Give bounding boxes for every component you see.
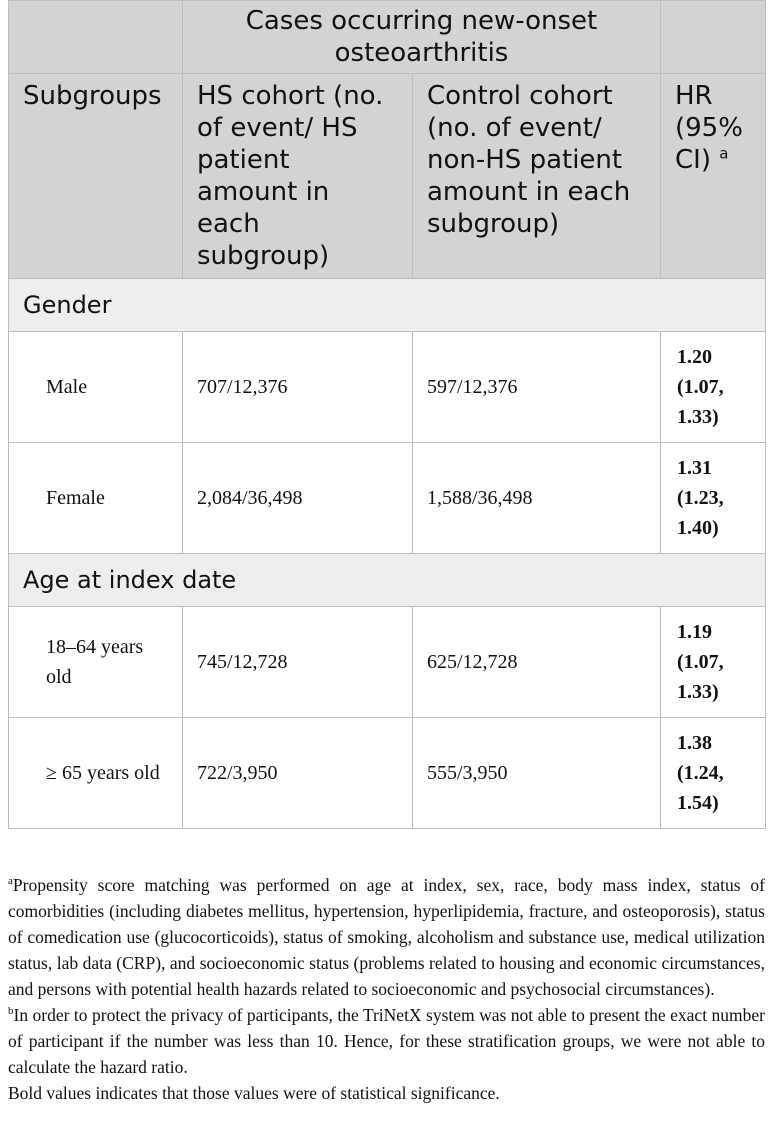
table-footnotes xyxy=(8,872,765,1106)
group-header: Cases occurring new-onset osteoarthritis xyxy=(183,1,661,74)
subgroup-label: 18–64 years old xyxy=(9,607,183,718)
hr-value: 1.31 (1.23, 1.40) xyxy=(661,443,766,554)
table-row xyxy=(9,718,766,829)
hr-value: 1.19 (1.07, 1.33) xyxy=(661,607,766,718)
footnote-b-text: In order to protect the privacy of participants, the TriNetX system was not able to present the exact number of participant if the number was less than 10. Hence, for these stratification groups, we were not able to calculate the hazard ratio. xyxy=(8,1005,765,1077)
subgroup-table xyxy=(8,0,766,829)
control-value: 1,588/36,498 xyxy=(413,443,661,554)
col-hs-header: HS cohort (no. of event/ HS patient amount in each subgroup) xyxy=(183,74,413,279)
section-title-gender: Gender xyxy=(9,279,766,332)
table-row xyxy=(9,332,766,443)
section-row xyxy=(9,554,766,607)
hs-value: 2,084/36,498 xyxy=(183,443,413,554)
bold-values-note: Bold values indicates that those values were of statistical significance. xyxy=(8,1083,500,1103)
col-hr-header xyxy=(661,74,766,279)
control-value: 597/12,376 xyxy=(413,332,661,443)
footnote-a-text: Propensity score matching was performed on age at index, sex, race, body mass index, status of comorbidities (including diabetes mellitus, hypertension, hyperlipidemia, fracture, and osteoporosis), status of comedication use (glucocorticoids), status of smoking, alcoholism and substance use, medical utilization status, lab data (CRP), and socioeconomic status (problems related to housing and economic circumstances, and persons with potential health hazards related to socioeconomic and psychosocial circumstances). xyxy=(8,875,765,999)
col-subgroups-header: Subgroups xyxy=(9,74,183,279)
subgroup-label: Male xyxy=(9,332,183,443)
section-row xyxy=(9,279,766,332)
header-row-2 xyxy=(9,74,766,279)
subgroup-label: ≥ 65 years old xyxy=(9,718,183,829)
header-row-1 xyxy=(9,1,766,74)
table-row xyxy=(9,607,766,718)
footnote-a-mark: a xyxy=(8,875,13,888)
header-empty-cell xyxy=(9,1,183,74)
footnote-b-mark: b xyxy=(8,1005,14,1018)
footnote-b xyxy=(8,1002,765,1080)
hs-value: 745/12,728 xyxy=(183,607,413,718)
subgroup-label: Female xyxy=(9,443,183,554)
hr-value: 1.38 (1.24, 1.54) xyxy=(661,718,766,829)
footnote-a xyxy=(8,872,765,1002)
results-table-container xyxy=(8,0,765,829)
section-title-age: Age at index date xyxy=(9,554,766,607)
hs-value: 722/3,950 xyxy=(183,718,413,829)
col-control-header: Control cohort (no. of event/ non-HS patient amount in each subgroup) xyxy=(413,74,661,279)
table-row xyxy=(9,443,766,554)
control-value: 555/3,950 xyxy=(413,718,661,829)
hs-value: 707/12,376 xyxy=(183,332,413,443)
col-hr-label: HR (95% CI) xyxy=(675,81,743,175)
control-value: 625/12,728 xyxy=(413,607,661,718)
header-empty-cell-right xyxy=(661,1,766,74)
hr-value: 1.20 (1.07, 1.33) xyxy=(661,332,766,443)
col-hr-footnote-mark: a xyxy=(719,144,729,163)
